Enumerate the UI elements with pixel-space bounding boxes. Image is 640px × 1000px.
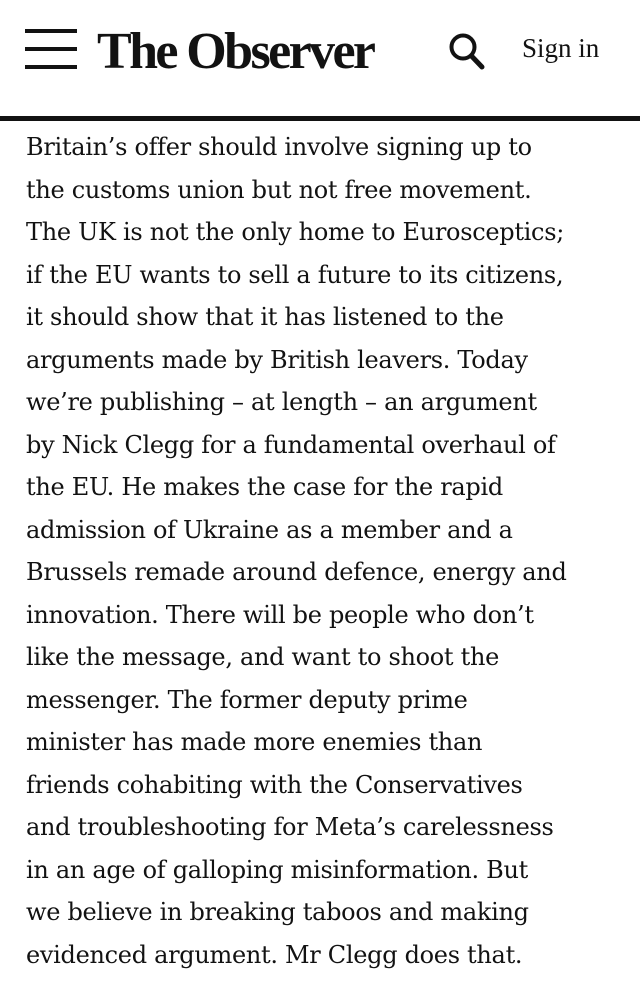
article-text-line: the customs union but not free movement. <box>26 175 532 204</box>
article-text-line: admission of Ukraine as a member and a <box>26 515 513 544</box>
site-header <box>0 0 640 116</box>
article-text-line: if the EU wants to sell a future to its citizens, <box>26 260 564 289</box>
article-text-line: the EU. He makes the case for the rapid <box>26 473 503 501</box>
article-text-line: innovation. There will be people who don’t <box>26 600 534 629</box>
article-text-line: we’re publishing – at length – an argument <box>26 388 537 416</box>
site-logo[interactable]: The Observer <box>97 23 374 80</box>
article-text-line: it should show that it has listened to the <box>26 303 504 331</box>
article-text-line: and troubleshooting for Meta’s carelessness <box>26 813 554 841</box>
article-body <box>26 126 636 976</box>
article-text-line: messenger. The former deputy prime <box>26 685 468 714</box>
article-text-line: we believe in breaking taboos and making <box>26 898 529 926</box>
article-text-line: Brussels remade around defence, energy and <box>26 558 567 586</box>
article-text-line: by Nick Clegg for a fundamental overhaul of <box>26 430 556 459</box>
menu-bar-top <box>25 29 77 33</box>
article-text-line: in an age of galloping misinformation. But <box>26 855 528 884</box>
sign-in-link[interactable]: Sign in <box>522 33 600 63</box>
menu-bar-bottom <box>25 65 77 69</box>
search-icon-glyph <box>448 32 486 72</box>
header-divider <box>0 116 640 121</box>
article-text-line: minister has made more enemies than <box>26 728 483 756</box>
menu-bar-middle <box>25 47 77 51</box>
article-text-line: evidenced argument. Mr Clegg does that. <box>26 940 523 969</box>
article-text-line: friends cohabiting with the Conservatives <box>26 770 523 799</box>
hamburger-menu-icon[interactable] <box>25 27 79 71</box>
article-text-line: arguments made by British leavers. Today <box>26 345 528 374</box>
article-text-line: like the message, and want to shoot the <box>26 643 499 671</box>
search-icon[interactable] <box>444 30 488 74</box>
article-text-line: Britain’s offer should involve signing up to <box>26 133 532 161</box>
article-text-line: The UK is not the only home to Eurosceptics; <box>26 218 564 246</box>
